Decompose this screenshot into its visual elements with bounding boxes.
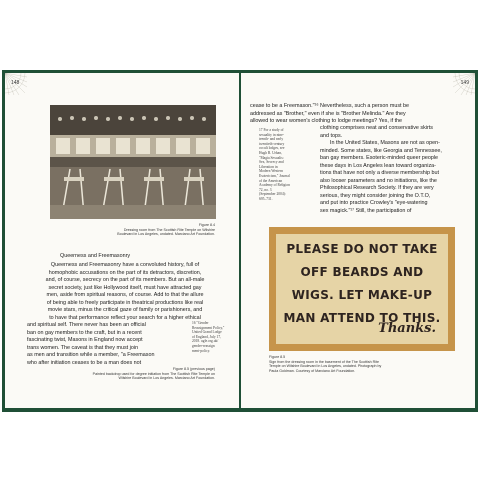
- text-line: minded. Some states, like Georgia and Tennessee,: [320, 147, 442, 154]
- text-line: to have that performance reflect your search for a higher ethical: [49, 314, 201, 321]
- note-line: 16 "Gender: [192, 321, 209, 325]
- text-line: Queerness and Freemasonry have a convoluted history, full of: [50, 262, 200, 268]
- dressing-room-photo: [50, 105, 216, 219]
- right-page: [241, 73, 475, 408]
- note-line: Sex, Secrecy and: [259, 160, 284, 165]
- note-line: Reassignment Policy,": [192, 325, 225, 330]
- book-spread: [2, 70, 478, 412]
- note-line: sexuality in nine-: [259, 132, 284, 137]
- text-line: men, aside from spiritual reasons, of course. Add to that the allure: [46, 292, 204, 298]
- text-line: as men and transition while a member, "a Freemason: [27, 352, 155, 358]
- figure-label: Figure 8.4: [198, 223, 215, 227]
- note-line: 72, no. 3: [259, 187, 272, 192]
- sign-paper: [276, 234, 448, 344]
- figure-label: Figure 8.5 (previous page): [172, 367, 215, 371]
- caption-line: Sign from the dressing room in the basement of the The Scottish Rite: [269, 359, 379, 364]
- note-line: gender-reassign: [192, 343, 215, 348]
- figure-caption: [65, 223, 215, 237]
- text-line: In the United States, Masons are not as open-: [330, 140, 440, 146]
- caption-line: Boulevard in Los Angeles, undated. Marciano Art Foundation.: [117, 232, 215, 237]
- note-line: of England, July 17,: [192, 334, 222, 339]
- note-line: occult lodges, see: [259, 146, 285, 151]
- text-line: these days in Los Angeles lean toward organiza-: [320, 162, 436, 169]
- note-line: ment-policy.: [192, 348, 211, 353]
- text-line: who after initiation ceases to be a man does not: [27, 359, 142, 366]
- body-text: [250, 103, 470, 126]
- text-line: also looser parameters and no initiations, like the: [320, 177, 437, 184]
- text-line: addressed as "Brother," even if she is "Brother Melinda." Are they: [250, 110, 406, 117]
- text-line: homophobic accusations on the part of its detractors, discretion,: [48, 269, 202, 276]
- sign-line: PLEASE DO NOT TAKE: [286, 242, 438, 256]
- text-line: tions that have not only a diverse membership but: [320, 170, 439, 176]
- text-line: and spiritual self. There never has been an official: [27, 322, 146, 328]
- caption-line: Temple on Wilshire Boulevard in Los Angeles, undated. Photograph by: [269, 364, 382, 369]
- body-text-narrow: [320, 125, 470, 215]
- text-line: serious, they might consider joining the O.T.O,: [320, 192, 431, 199]
- text-line: of being able to freely participate in theatrical productions like real: [46, 299, 204, 306]
- caption-line: Wilshire Boulevard in Los Angeles. Marciano Art Foundation.: [118, 376, 215, 381]
- note-line: 17 For a study of: [259, 128, 284, 132]
- text-line: and tops.: [320, 132, 343, 139]
- figure-caption-previous: [65, 367, 215, 381]
- text-line: and put into practice Crowley's "eye-watering: [320, 200, 428, 206]
- sign-line: MAN ATTEND TO THIS.: [283, 311, 441, 325]
- text-line: fascinating twist, Masons in England now accept: [27, 337, 143, 343]
- note-line: twentieth-century: [259, 141, 285, 146]
- footnote: [259, 128, 315, 202]
- text-line: ban on gay members to the craft, but in a recent: [27, 329, 142, 336]
- page-number: 149: [460, 80, 469, 86]
- figure-label: Figure 8.5: [269, 355, 286, 359]
- section-heading: Queerness and Freemasonry: [60, 253, 131, 259]
- text-line: sex magick."¹⁷ Still, the participation of: [320, 207, 412, 214]
- figure-caption: [269, 355, 459, 373]
- note-line: Hugh B. Urban,: [259, 150, 282, 155]
- body-text-narrow: [27, 322, 187, 367]
- note-line: United Grand Lodge: [192, 330, 222, 335]
- note-line: 695–731.: [259, 196, 273, 201]
- text-line: ban gay members. Esoteric-minded queer people: [320, 155, 439, 161]
- note-line: 2018. ugle.org.uk/: [192, 339, 219, 344]
- left-page: [5, 73, 239, 408]
- text-line: trans women. The caveat is that they must join: [27, 344, 139, 351]
- note-line: Liberation in: [259, 164, 278, 169]
- text-line: and, of course, secrecy on the part of its members. But an all-male: [45, 277, 205, 283]
- caption-line: Painted backdrop used for degree initiation from The Scottish Rite Temple on: [92, 371, 215, 376]
- text-line: secret society, just like Hollywood itself, must have attracted gay: [48, 284, 202, 291]
- dressing-room-sign: [269, 227, 455, 351]
- note-line: Modern Western: [259, 169, 283, 174]
- sign-signature: Thanks.: [378, 321, 436, 336]
- note-line: teenth- and early: [259, 137, 284, 142]
- body-text: [25, 262, 225, 322]
- text-line: movie stars, minus the critical gaze of family or parishioners, and: [47, 307, 203, 313]
- text-line: clothing comprises neat and conservative skirts: [320, 125, 433, 131]
- note-line: Esotericism," Journal: [259, 173, 290, 178]
- page-number: 148: [11, 80, 20, 86]
- caption-line: Dressing room from The Scottish Rite Temple on Wilshire: [123, 227, 215, 232]
- note-line: of the American: [259, 178, 283, 183]
- sign-line: WIGS. LET MAKE-UP: [291, 288, 433, 302]
- sign-line: OFF BEARDS AND: [300, 265, 424, 279]
- note-line: (September 2004):: [259, 192, 286, 197]
- text-line: allowed to wear women's clothing to lodge meetings? Yes, if the: [250, 118, 403, 124]
- text-line: Philosophical Research Society. If they are very: [320, 185, 434, 191]
- text-line: cease to be a Freemason."¹⁶ Nevertheless, such a person must be: [250, 103, 410, 109]
- caption-line: Paula Goldman. Courtesy of Marciano Art Foundation.: [269, 368, 356, 373]
- footnote: [192, 321, 237, 353]
- note-line: "Magia Sexualis:: [259, 155, 284, 160]
- note-line: Academy of Religion: [259, 183, 290, 188]
